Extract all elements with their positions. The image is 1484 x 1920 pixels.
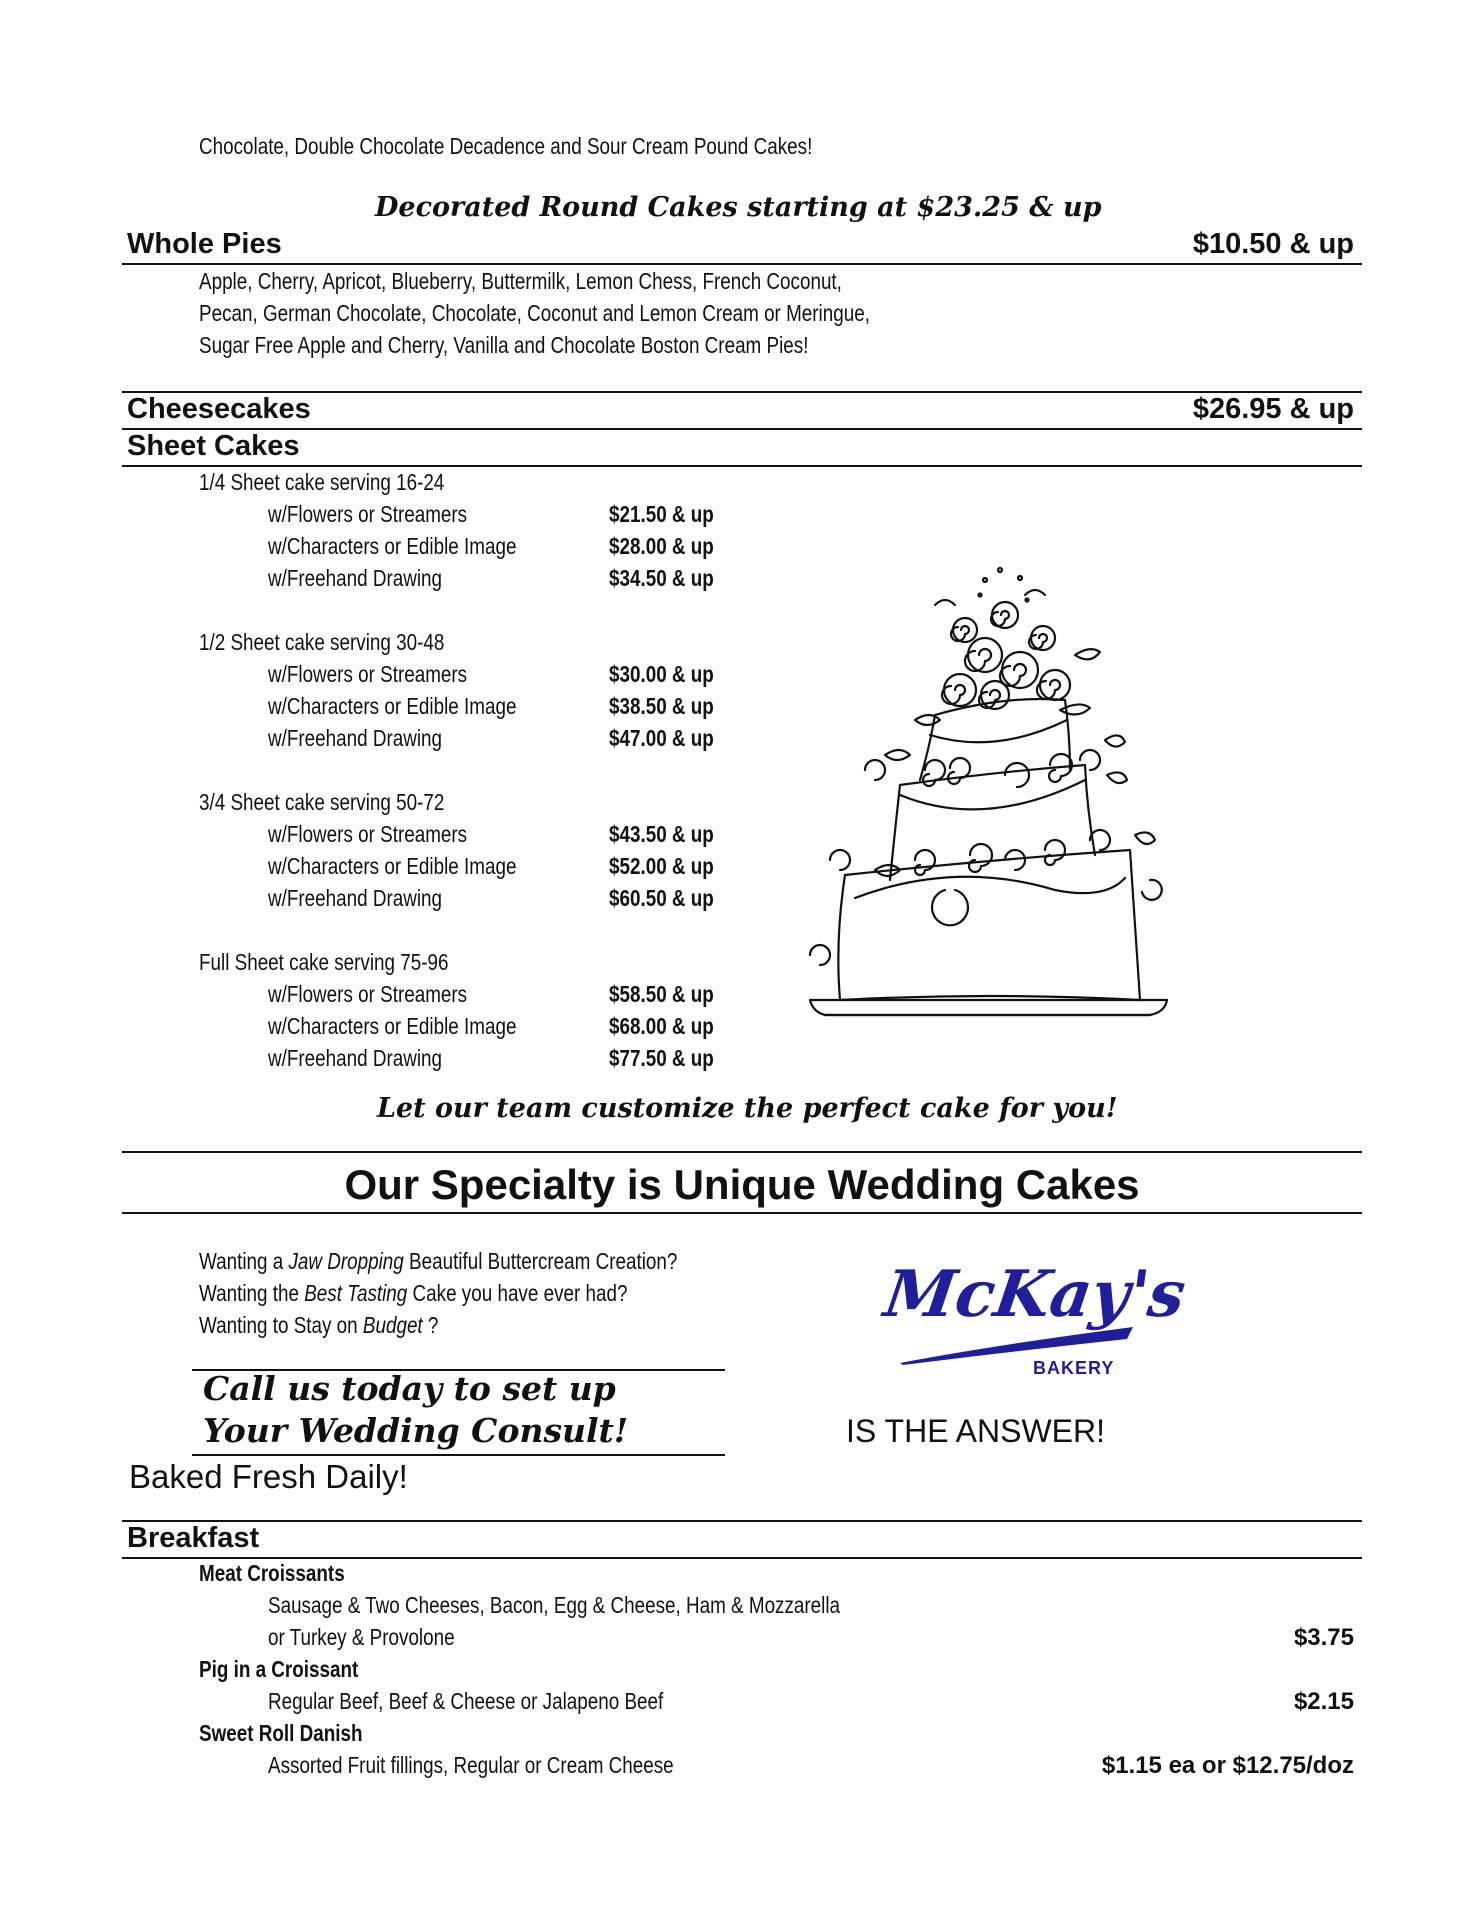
breakfast-item-line: or Turkey & Provolone — [268, 1624, 455, 1650]
sheet-option-price: $21.50 & up — [609, 501, 714, 527]
breakfast-item-name: Sweet Roll Danish — [199, 1720, 363, 1746]
sheet-option-price: $43.50 & up — [609, 821, 714, 847]
wedding-question-1: Wanting a Jaw Dropping Beautiful Buttercream Creation? — [199, 1248, 678, 1274]
sheet-option-label: w/Characters or Edible Image — [268, 533, 517, 559]
round-cakes-banner: Decorated Round Cakes starting at $23.25 & up — [375, 192, 1102, 223]
breakfast-top-rule — [122, 1520, 1362, 1522]
sheet-option-label: w/Freehand Drawing — [268, 885, 443, 911]
mckays-bakery-logo — [879, 1255, 1190, 1385]
wedding-cake-illustration — [805, 560, 1185, 1030]
sheet-option-price: $60.50 & up — [609, 885, 714, 911]
baked-fresh-daily: Baked Fresh Daily! — [129, 1458, 408, 1495]
call-line-1: Call us today to set up — [203, 1369, 616, 1408]
breakfast-item-name: Pig in a Croissant — [199, 1656, 359, 1682]
whole-pies-line-2: Pecan, German Chocolate, Chocolate, Coconut and Lemon Cream or Meringue, — [199, 300, 870, 326]
sheet-option-label: w/Freehand Drawing — [268, 725, 443, 751]
sheet-option-price: $77.50 & up — [609, 1045, 714, 1071]
breakfast-item-line: Regular Beef, Beef & Cheese or Jalapeno Beef — [268, 1688, 664, 1714]
sheet-cakes-title: Sheet Cakes — [127, 430, 300, 462]
sheet-cakes-rule — [122, 465, 1362, 467]
logo-sub: BAKERY — [1033, 1358, 1115, 1378]
call-line-2: Your Wedding Consult! — [203, 1411, 629, 1450]
sheet-size-full: Full Sheet cake serving 75-96 — [199, 949, 449, 975]
breakfast-item-price: $3.75 — [1293, 1624, 1354, 1651]
cake-plate-shape — [810, 1000, 1167, 1015]
sheet-option-label: w/Freehand Drawing — [268, 565, 443, 591]
sheet-option-price: $52.00 & up — [609, 853, 714, 879]
whole-pies-title: Whole Pies — [127, 228, 282, 260]
is-the-answer: IS THE ANSWER! — [846, 1413, 1106, 1449]
sheet-size-three-quarter: 3/4 Sheet cake serving 50-72 — [199, 789, 445, 815]
sheet-option-price: $30.00 & up — [609, 661, 714, 687]
cheesecakes-rule — [122, 428, 1362, 430]
sheet-option-label: w/Flowers or Streamers — [268, 821, 468, 847]
sheet-option-label: w/Characters or Edible Image — [268, 1013, 517, 1039]
whole-pies-price: $10.50 & up — [1192, 228, 1354, 260]
cheesecakes-title: Cheesecakes — [127, 393, 311, 425]
breakfast-item-name: Meat Croissants — [199, 1560, 345, 1586]
sheet-option-label: w/Freehand Drawing — [268, 1045, 443, 1071]
customize-banner: Let our team customize the perfect cake for you! — [377, 1093, 1118, 1124]
wedding-title: Our Specialty is Unique Wedding Cakes — [344, 1161, 1140, 1208]
sheet-option-price: $47.00 & up — [609, 725, 714, 751]
breakfast-item-price: $2.15 — [1293, 1688, 1354, 1715]
sheet-option-label: w/Characters or Edible Image — [268, 853, 517, 879]
breakfast-rule — [122, 1557, 1362, 1559]
sheet-option-price: $68.00 & up — [609, 1013, 714, 1039]
sheet-option-label: w/Flowers or Streamers — [268, 501, 468, 527]
wedding-question-3: Wanting to Stay on Budget ? — [199, 1312, 439, 1338]
sheet-option-price: $38.50 & up — [609, 693, 714, 719]
whole-pies-line-3: Sugar Free Apple and Cherry, Vanilla and Chocolate Boston Cream Pies! — [199, 332, 809, 358]
breakfast-item-line: Sausage & Two Cheeses, Bacon, Egg & Cheese, Ham & Mozzarella — [268, 1592, 841, 1618]
logo-wordmark: McKay's — [879, 1257, 1190, 1332]
whole-pies-rule — [122, 263, 1362, 265]
cake-bottom-tier-shape — [838, 875, 845, 1000]
breakfast-title: Breakfast — [127, 1522, 260, 1554]
sheet-option-price: $34.50 & up — [609, 565, 714, 591]
sheet-option-label: w/Characters or Edible Image — [268, 693, 517, 719]
cheesecakes-price: $26.95 & up — [1192, 393, 1354, 425]
sheet-option-label: w/Flowers or Streamers — [268, 981, 468, 1007]
breakfast-item-line: Assorted Fruit fillings, Regular or Cream Cheese — [268, 1752, 674, 1778]
whole-pies-line-1: Apple, Cherry, Apricot, Blueberry, Buttermilk, Lemon Chess, French Coconut, — [199, 268, 842, 294]
sheet-size-quarter: 1/4 Sheet cake serving 16-24 — [199, 469, 445, 495]
wedding-bottom-rule — [122, 1212, 1362, 1214]
sheet-option-price: $58.50 & up — [609, 981, 714, 1007]
pound-cakes-line: Chocolate, Double Chocolate Decadence and Sour Cream Pound Cakes! — [199, 133, 813, 159]
breakfast-item-price: $1.15 ea or $12.75/doz — [1101, 1752, 1354, 1779]
wedding-top-rule — [122, 1151, 1362, 1153]
call-bottom-rule — [192, 1454, 725, 1456]
sheet-option-label: w/Flowers or Streamers — [268, 661, 468, 687]
sheet-size-half: 1/2 Sheet cake serving 30-48 — [199, 629, 445, 655]
sheet-option-price: $28.00 & up — [609, 533, 714, 559]
wedding-question-2: Wanting the Best Tasting Cake you have ever had? — [199, 1280, 628, 1306]
